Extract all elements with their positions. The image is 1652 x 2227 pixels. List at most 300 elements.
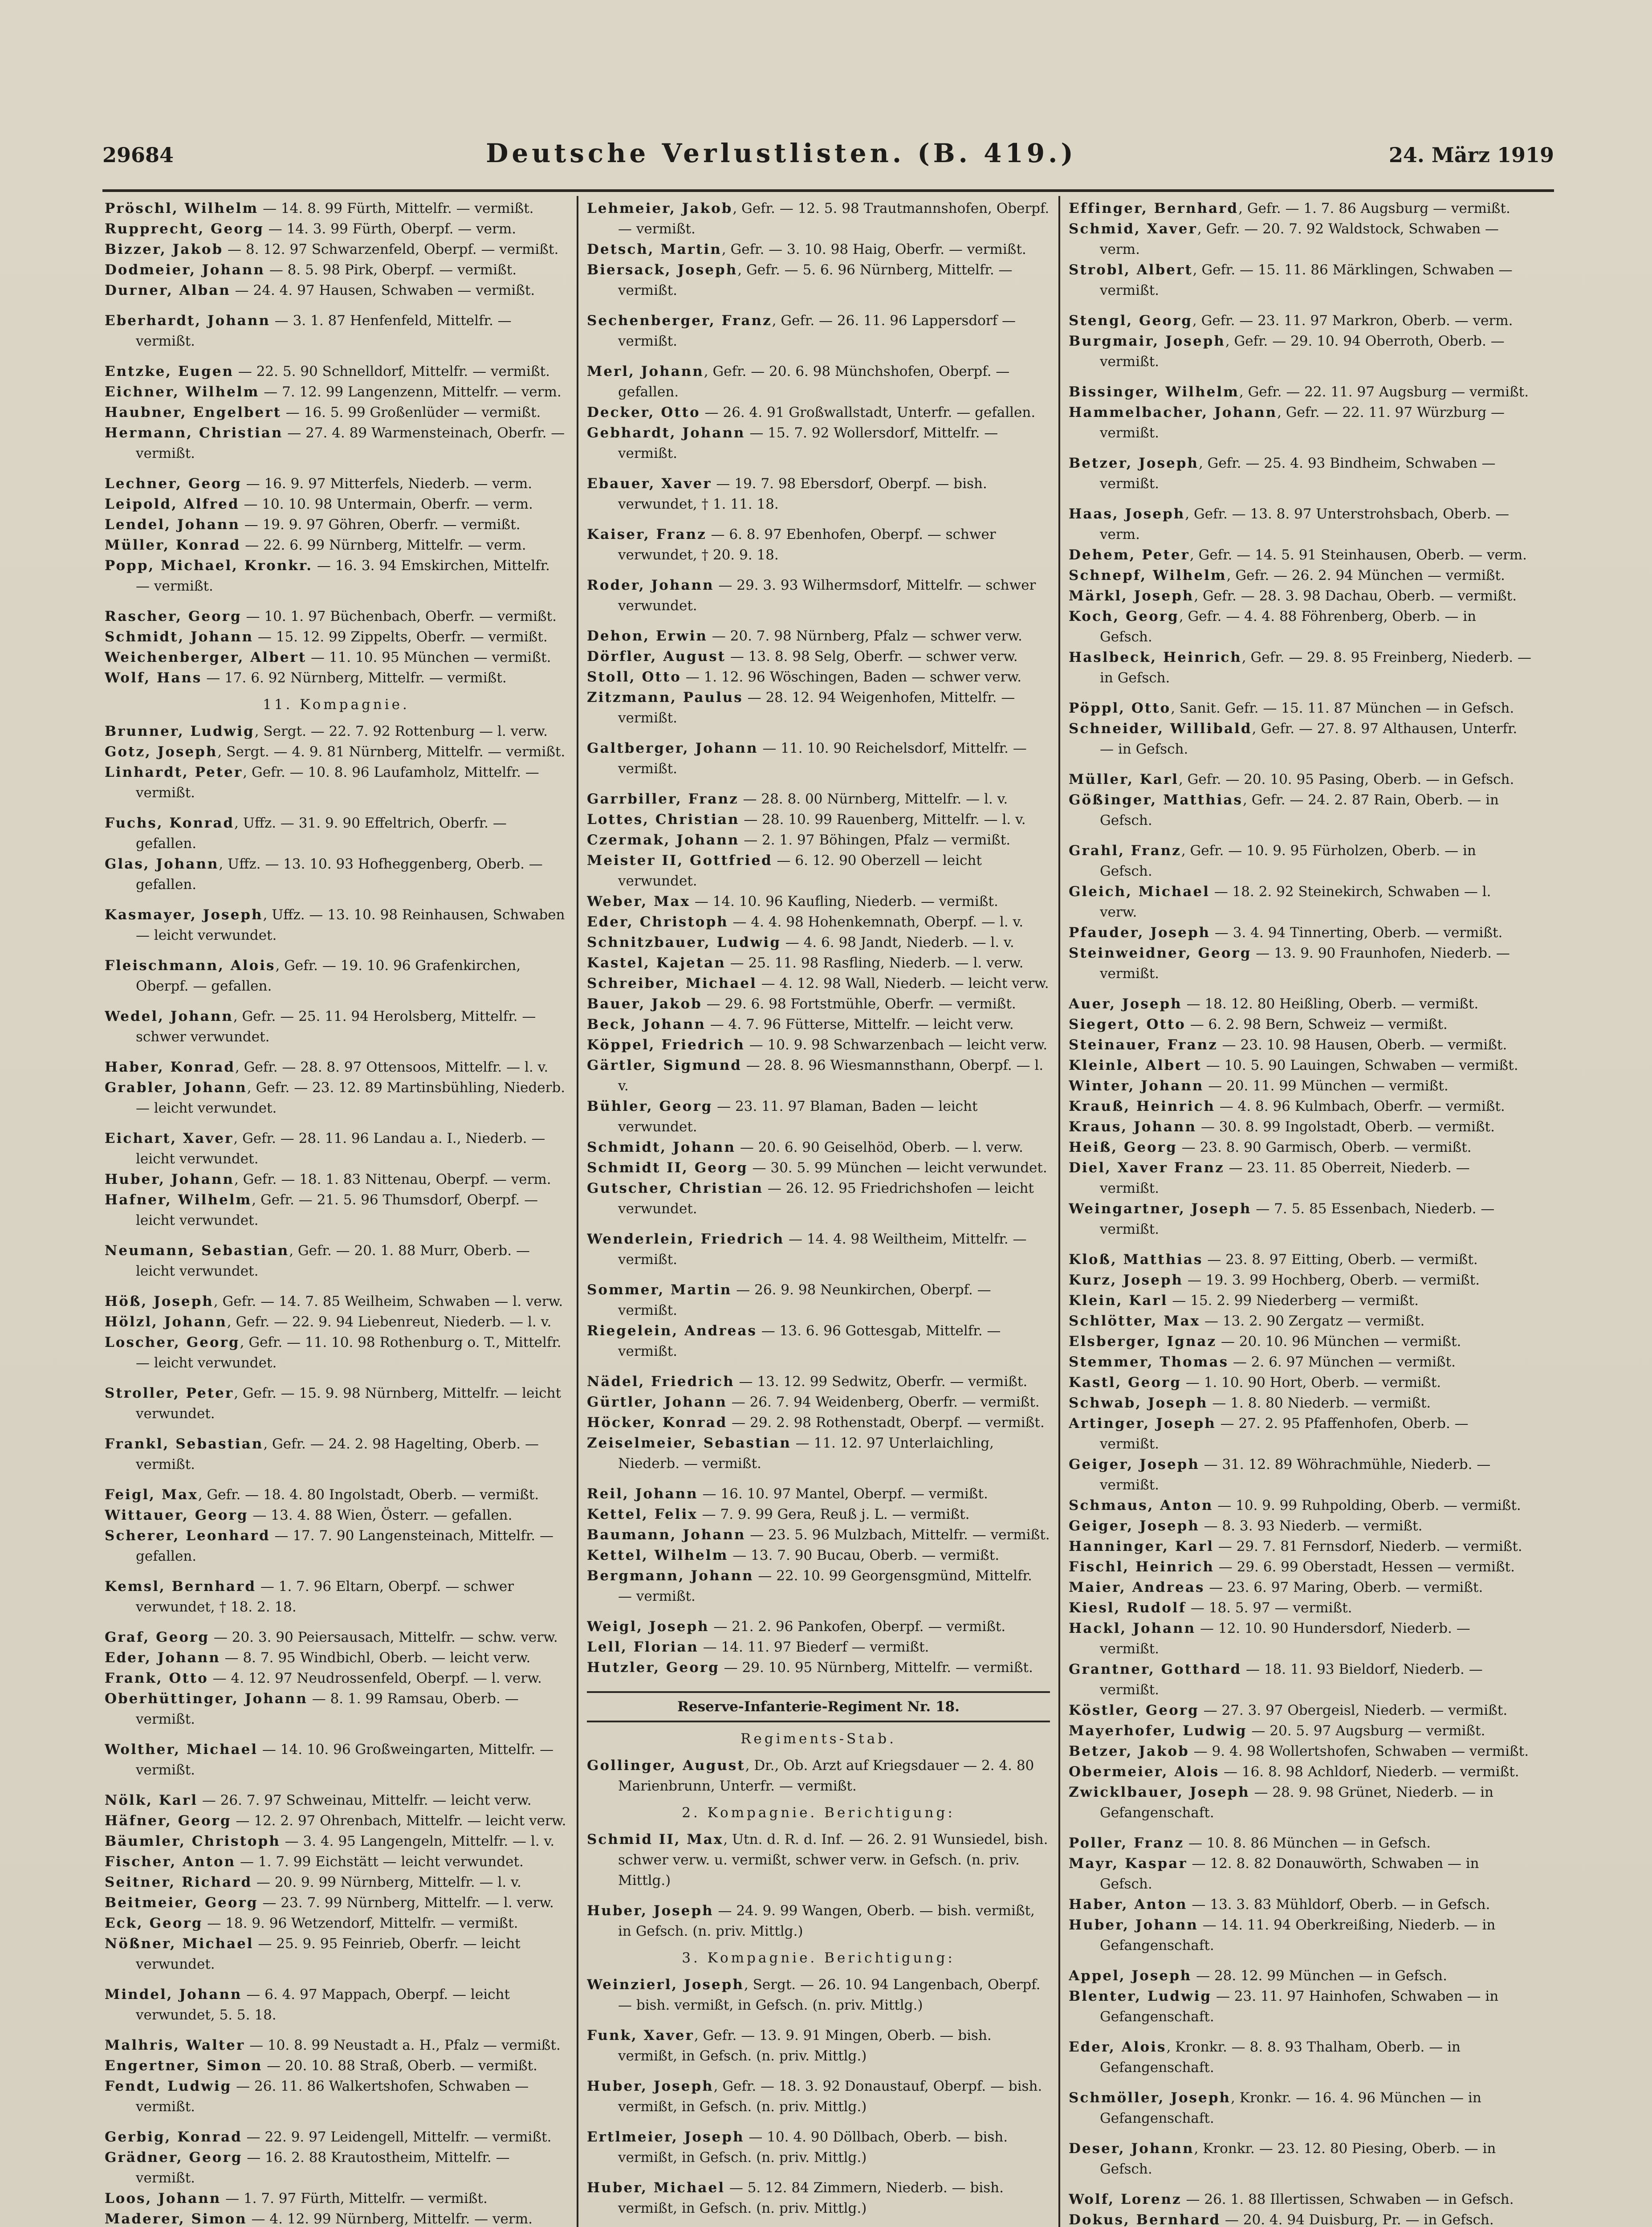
casualty-details: — 10. 1. 97 Büchenbach, Oberfr. — vermißt.: [241, 608, 557, 624]
casualty-details: — 24. 4. 97 Hausen, Schwaben — vermißt.: [230, 282, 535, 298]
casualty-name: Appel, Joseph: [1069, 1968, 1192, 1984]
casualty-name: Müller, Konrad: [105, 537, 241, 553]
casualty-details: , Gefr. — 10. 9. 95 Fürholzen, Oberb. — in Gefsch.: [1100, 843, 1476, 879]
casualty-details: — 1. 8. 80 Niederb. — vermißt.: [1208, 1395, 1431, 1411]
casualty-details: — 22. 5. 90 Schnelldorf, Mittelfr. — vermißt.: [233, 363, 550, 379]
casualty-entry: [1069, 1762, 1532, 1782]
casualty-name: Huber, Joseph: [587, 1903, 714, 1919]
casualty-entry: [1069, 453, 1532, 494]
casualty-name: Dokus, Bernhard: [1069, 2212, 1221, 2227]
casualty-details: — 12. 8. 82 Donauwörth, Schwaben — in Gefsch.: [1100, 1856, 1479, 1892]
section-heading: 11. Kompagnie.: [263, 697, 410, 713]
casualty-name: Beck, Johann: [587, 1016, 706, 1032]
casualty-details: , Gefr. — 28. 3. 98 Dachau, Oberb. — vermißt.: [1194, 588, 1517, 604]
casualty-entry: [587, 260, 1050, 301]
casualty-name: Loscher, Georg: [105, 1334, 240, 1350]
casualty-entry: [587, 687, 1050, 728]
casualty-name: Winter, Johann: [1069, 1078, 1204, 1094]
casualty-name: Garrbiller, Franz: [587, 791, 739, 807]
casualty-details: , Gefr. — 24. 2. 87 Rain, Oberb. — in Gefsch.: [1100, 792, 1499, 828]
casualty-details: , Gefr. — 28. 8. 97 Ottensoos, Mittelfr. — l. v.: [235, 1059, 549, 1075]
casualty-details: — 26. 9. 98 Neunkirchen, Oberpf. — vermißt.: [618, 1282, 991, 1318]
casualty-name: Grahl, Franz: [1069, 843, 1181, 859]
casualty-details: — 8. 7. 95 Windbichl, Oberb. — leicht verw.: [220, 1650, 531, 1666]
casualty-entry: [105, 1831, 568, 1852]
casualty-entry: [587, 1158, 1050, 1178]
casualty-details: — 4. 7. 96 Fütterse, Mittelfr. — leicht verw.: [705, 1016, 1014, 1032]
casualty-name: Steinauer, Franz: [1069, 1037, 1218, 1053]
casualty-name: Krauß, Heinrich: [1069, 1098, 1215, 1114]
casualty-details: — 29. 6. 98 Fortstmühle, Oberfr. — vermißt.: [702, 996, 1016, 1012]
casualty-details: — 29. 2. 98 Rothenstadt, Oberpf. — vermißt.: [727, 1415, 1045, 1431]
casualty-name: Lendel, Johann: [105, 517, 240, 533]
casualty-name: Frankl, Sebastian: [105, 1436, 264, 1452]
casualty-entry: [105, 1648, 568, 1668]
casualty-details: , Gefr. — 26. 2. 94 München — vermißt.: [1226, 567, 1505, 583]
casualty-name: Höß, Joseph: [105, 1293, 214, 1309]
casualty-details: — 17. 7. 90 Langensteinach, Mittelfr. — gefallen.: [136, 1528, 553, 1564]
casualty-entry: [105, 647, 568, 668]
casualty-details: , Sergt. — 22. 7. 92 Rottenburg — l. verw.: [254, 723, 548, 739]
casualty-entry: [105, 627, 568, 647]
casualty-name: Schlötter, Max: [1069, 1313, 1200, 1329]
casualty-entry: [587, 1545, 1050, 1566]
casualty-name: Wedel, Johann: [105, 1008, 233, 1024]
casualty-name: Geiger, Joseph: [1069, 1456, 1200, 1472]
casualty-name: Popp, Michael, Kronkr.: [105, 558, 313, 574]
casualty-details: — 1. 7. 99 Eichstätt — leicht verwundet.: [236, 1854, 524, 1870]
casualty-entry: [1069, 2210, 1532, 2227]
casualty-name: Weinzierl, Joseph: [587, 1977, 744, 1993]
casualty-name: Leipold, Alfred: [105, 496, 240, 512]
casualty-details: — 10. 5. 90 Lauingen, Schwaben — vermißt.: [1201, 1057, 1518, 1073]
casualty-name: Meister II, Gottfried: [587, 852, 773, 869]
casualty-entry: [105, 423, 568, 464]
casualty-details: — 26. 7. 94 Weidenberg, Oberfr. — vermißt.: [727, 1394, 1040, 1410]
casualty-name: Gutscher, Christian: [587, 1180, 764, 1196]
casualty-details: — 28. 12. 94 Weigenhofen, Mittelfr. — vermißt.: [618, 689, 1015, 726]
casualty-details: , Kronkr. — 23. 12. 80 Piesing, Oberb. — in Gefsch.: [1100, 2141, 1496, 2177]
casualty-entry: [105, 239, 568, 260]
regiment-heading: Reserve-Infanterie-Regiment Nr. 18.: [587, 1691, 1050, 1722]
casualty-details: — 20. 7. 98 Nürnberg, Pfalz — schwer verw.: [707, 628, 1022, 644]
casualty-details: , Sanit. Gefr. — 15. 11. 87 München — in Gefsch.: [1171, 700, 1514, 716]
casualty-entry: [587, 1755, 1050, 1796]
casualty-name: Huber, Johann: [1069, 1917, 1198, 1933]
casualty-entry: [105, 198, 568, 219]
casualty-entry: [1069, 331, 1532, 372]
casualty-name: Czermak, Johann: [587, 832, 740, 848]
casualty-entry: [1069, 1782, 1532, 1823]
casualty-entry: [1069, 840, 1532, 881]
casualty-entry: [105, 1811, 568, 1831]
casualty-name: Haber, Anton: [1069, 1897, 1188, 1913]
casualty-name: Hafner, Wilhelm: [105, 1192, 252, 1208]
casualty-details: , Gefr. — 20. 7. 92 Waldstock, Schwaben — verm.: [1100, 221, 1499, 257]
casualty-name: Dehem, Peter: [1069, 547, 1190, 563]
casualty-entry: [105, 1689, 568, 1729]
casualty-entry: [587, 1280, 1050, 1321]
casualty-details: — 7. 5. 85 Essenbach, Niederb. — vermißt.: [1100, 1201, 1495, 1237]
casualty-entry: [105, 1668, 568, 1689]
casualty-details: — 16. 10. 97 Mantel, Oberpf. — vermißt.: [698, 1486, 988, 1502]
casualty-details: , Gefr. — 11. 10. 98 Rothenburg o. T., Mittelfr. — leicht verwundet.: [136, 1334, 562, 1371]
casualty-entry: [587, 1392, 1050, 1412]
casualty-entry: [1069, 2037, 1532, 2078]
casualty-details: — 20. 11. 99 München — vermißt.: [1204, 1078, 1449, 1094]
casualty-details: , Gefr. — 29. 8. 95 Freinberg, Niederb. — in Gefsch.: [1100, 649, 1532, 686]
casualty-name: Dehon, Erwin: [587, 628, 708, 644]
casualty-entry: [587, 198, 1050, 239]
casualty-entry: [1069, 1311, 1532, 1331]
casualty-name: Neumann, Sebastian: [105, 1243, 289, 1259]
casualty-details: — 11. 12. 97 Unterlaichling, Niederb. — vermißt.: [618, 1435, 994, 1472]
casualty-entry: [105, 742, 568, 762]
casualty-entry: [1069, 1249, 1532, 1270]
casualty-name: Schmid II, Max: [587, 1831, 724, 1848]
casualty-entry: [587, 524, 1050, 565]
casualty-name: Haber, Konrad: [105, 1059, 236, 1075]
casualty-name: Baumann, Johann: [587, 1527, 746, 1543]
casualty-name: Lottes, Christian: [587, 812, 740, 828]
casualty-details: — 8. 3. 93 Niederb. — vermißt.: [1199, 1518, 1423, 1534]
casualty-name: Maderer, Simon: [105, 2211, 247, 2227]
casualty-entry: [587, 646, 1050, 667]
casualty-entry: [105, 2127, 568, 2147]
casualty-entry: [105, 219, 568, 239]
casualty-entry: [587, 1525, 1050, 1545]
casualty-name: Poller, Franz: [1069, 1835, 1184, 1851]
casualty-name: Frank, Otto: [105, 1670, 208, 1686]
casualty-details: — 27. 3. 97 Obergeisl, Niederb. — vermißt.: [1199, 1702, 1508, 1718]
casualty-entry: [105, 1190, 568, 1231]
casualty-name: Weber, Max: [587, 893, 690, 910]
casualty-details: — 3. 4. 94 Tinnerting, Oberb. — vermißt.: [1210, 925, 1503, 941]
section-heading: Regiments-Stab.: [741, 1731, 896, 1747]
casualty-entry: [587, 1371, 1050, 1392]
casualty-entry: [1069, 1659, 1532, 1700]
casualty-details: , Gefr. — 1. 7. 86 Augsburg — vermißt.: [1238, 200, 1510, 216]
casualty-details: , Gefr. — 22. 9. 94 Liebenreut, Niederb. — l. v.: [227, 1314, 552, 1330]
casualty-entry: [105, 1984, 568, 2025]
casualty-name: Ebauer, Xaver: [587, 476, 712, 492]
casualty-details: — 9. 4. 98 Wollertshofen, Schwaben — vermißt.: [1189, 1743, 1529, 1759]
casualty-entry: [1069, 1290, 1532, 1311]
casualty-name: Weingartner, Joseph: [1069, 1201, 1252, 1217]
column-divider: [577, 196, 578, 2227]
casualty-name: Bäumler, Christoph: [105, 1833, 281, 1849]
casualty-details: — 19. 9. 97 Göhren, Oberfr. — vermißt.: [240, 517, 521, 533]
casualty-details: — 8. 5. 98 Pirk, Oberpf. — vermißt.: [264, 262, 517, 278]
casualty-entry: [105, 382, 568, 402]
casualty-entry: [1069, 1096, 1532, 1117]
casualty-entry: [587, 402, 1050, 423]
casualty-name: Decker, Otto: [587, 404, 700, 420]
casualty-name: Klein, Karl: [1069, 1293, 1168, 1309]
casualty-details: — 22. 10. 99 Georgensgmünd, Mittelfr. — vermißt.: [618, 1568, 1032, 1604]
casualty-name: Merl, Johann: [587, 363, 704, 379]
casualty-details: — 6. 2. 98 Bern, Schweiz — vermißt.: [1185, 1016, 1448, 1032]
casualty-details: , Gefr. — 15. 11. 86 Märklingen, Schwaben — vermißt.: [1100, 262, 1513, 298]
casualty-name: Reil, Johann: [587, 1486, 698, 1502]
casualty-entry: [105, 361, 568, 382]
casualty-details: , Gefr. — 28. 11. 96 Landau a. I., Niederb. — leicht verwundet.: [136, 1130, 545, 1167]
casualty-name: Artinger, Joseph: [1069, 1415, 1216, 1432]
casualty-name: Dörfler, August: [587, 649, 726, 665]
casualty-name: Linhardt, Peter: [105, 764, 243, 780]
casualty-name: Effinger, Bernhard: [1069, 200, 1239, 216]
casualty-name: Schwab, Joseph: [1069, 1395, 1208, 1411]
casualty-details: — 5. 12. 84 Zimmern, Niederb. — bish. vermißt, in Gefsch. (n. priv. Mittlg.): [618, 2180, 1004, 2216]
casualty-entry: [587, 850, 1050, 891]
casualty-details: , Gefr. — 15. 9. 98 Nürnberg, Mittelfr. — leicht verwundet.: [136, 1385, 562, 1422]
casualty-entry: [587, 809, 1050, 830]
casualty-details: — 1. 12. 96 Wöschingen, Baden — schwer verw.: [681, 669, 1022, 685]
casualty-details: — 3. 1. 87 Henfenfeld, Mittelfr. — vermißt.: [136, 313, 512, 349]
casualty-entry: [1069, 1894, 1532, 1915]
casualty-name: Kettel, Felix: [587, 1506, 698, 1522]
casualty-name: Gleich, Michael: [1069, 884, 1210, 900]
casualty-entry: [105, 1128, 568, 1169]
casualty-entry: [1069, 2088, 1532, 2129]
casualty-details: — 28. 9. 98 Grünet, Niederb. — in Gefangenschaft.: [1100, 1784, 1493, 1821]
casualty-name: Kraus, Johann: [1069, 1119, 1196, 1135]
casualty-entry: [105, 2056, 568, 2076]
casualty-name: Stemmer, Thomas: [1069, 1354, 1229, 1370]
casualty-entry: [587, 1657, 1050, 1678]
casualty-name: Detsch, Martin: [587, 241, 722, 257]
casualty-entry: [587, 1137, 1050, 1158]
casualty-name: Rupprecht, Georg: [105, 221, 264, 237]
casualty-details: — 12. 2. 97 Ohrenbach, Mittelfr. — leicht verw.: [231, 1813, 566, 1829]
casualty-entry: [587, 1433, 1050, 1474]
casualty-name: Lechner, Georg: [105, 476, 242, 492]
casualty-entry: [105, 762, 568, 803]
casualty-entry: [1069, 1986, 1532, 2027]
casualty-details: , Gefr. — 23. 11. 97 Markron, Oberb. — verm.: [1192, 313, 1513, 329]
casualty-name: Weigl, Joseph: [587, 1619, 709, 1635]
casualty-entry: [1069, 1331, 1532, 1352]
casualty-details: , Gefr. — 21. 5. 96 Thumsdorf, Oberpf. — leicht verwundet.: [136, 1192, 538, 1228]
section-heading: 3. Kompagnie. Berichtigung:: [682, 1950, 955, 1966]
casualty-name: Mayerhofer, Ludwig: [1069, 1723, 1247, 1739]
casualty-name: Gotz, Joseph: [105, 744, 218, 760]
casualty-name: Sechenberger, Franz: [587, 313, 772, 329]
casualty-details: — 28. 12. 99 München — in Gefsch.: [1192, 1968, 1447, 1984]
casualty-name: Kettel, Wilhelm: [587, 1547, 728, 1563]
casualty-name: Huber, Michael: [587, 2180, 725, 2196]
casualty-name: Bissinger, Wilhelm: [1069, 384, 1239, 400]
casualty-name: Schnitzbauer, Ludwig: [587, 934, 781, 950]
casualty-details: , Gefr. — 5. 6. 96 Nürnberg, Mittelfr. — vermißt.: [618, 262, 1013, 298]
casualty-details: — 23. 8. 90 Garmisch, Oberb. — vermißt.: [1177, 1139, 1472, 1155]
casualty-name: Pfauder, Joseph: [1069, 925, 1211, 941]
casualty-entry: [1069, 504, 1532, 545]
casualty-entry: [1069, 1966, 1532, 1986]
casualty-name: Bizzer, Jakob: [105, 241, 224, 257]
header-rule: [102, 189, 1554, 192]
casualty-details: — 23. 10. 98 Hausen, Oberb. — vermißt.: [1217, 1037, 1507, 1053]
casualty-details: — 10. 4. 90 Döllbach, Oberb. — bish. vermißt, in Gefsch. (n. priv. Mittlg.): [618, 2129, 1008, 2166]
casualty-details: — 10. 8. 86 München — in Gefsch.: [1184, 1835, 1431, 1851]
casualty-details: — 15. 2. 99 Niederberg — vermißt.: [1168, 1293, 1419, 1309]
casualty-name: Schmid, Xaver: [1069, 221, 1197, 237]
casualty-name: Geiger, Joseph: [1069, 1518, 1200, 1534]
casualty-details: — 14. 10. 96 Kaufling, Niederb. — vermißt.: [690, 893, 998, 910]
casualty-entry: [587, 1901, 1050, 1941]
casualty-entry: [105, 1169, 568, 1190]
casualty-entry: [1069, 545, 1532, 565]
casualty-name: Galtberger, Johann: [587, 740, 758, 756]
casualty-details: — 26. 11. 86 Walkertshofen, Schwaben — vermißt.: [136, 2078, 529, 2115]
casualty-name: Haubner, Engelbert: [105, 404, 281, 420]
casualty-details: — 27. 2. 95 Pfaffenhofen, Oberb. — vermißt.: [1100, 1415, 1469, 1452]
casualty-entry: [1069, 260, 1532, 301]
casualty-entry: [1069, 790, 1532, 831]
casualty-entry: [1069, 1516, 1532, 1536]
casualty-entry: [1069, 2138, 1532, 2179]
casualty-details: , Kronkr. — 16. 4. 96 München — in Gefangenschaft.: [1100, 2090, 1481, 2126]
casualty-name: Kastel, Kajetan: [587, 955, 726, 971]
casualty-name: Weichenberger, Albert: [105, 649, 307, 665]
casualty-name: Seitner, Richard: [105, 1874, 252, 1890]
casualty-details: — 8. 1. 99 Ramsau, Oberb. — vermißt.: [136, 1691, 519, 1727]
casualty-entry: [587, 932, 1050, 953]
casualty-entry: [587, 1616, 1050, 1637]
casualty-entry: [1069, 198, 1532, 219]
casualty-details: , Sergt. — 26. 10. 94 Langenbach, Oberpf. — bish. vermißt, in Gefsch. (n. priv. Mittlg.): [618, 1977, 1041, 2013]
casualty-entry: [1069, 606, 1532, 647]
casualty-name: Höcker, Konrad: [587, 1415, 728, 1431]
casualty-details: — 10. 9. 98 Schwarzenbach — leicht verw.: [745, 1037, 1048, 1053]
casualty-details: , Gefr. — 25. 4. 93 Bindheim, Schwaben — vermißt.: [1100, 455, 1496, 492]
casualty-details: — 2. 6. 97 München — vermißt.: [1229, 1354, 1456, 1370]
casualty-entry: [105, 2188, 568, 2209]
casualty-details: , Gefr. — 14. 5. 91 Steinhausen, Oberb. — verm.: [1189, 547, 1527, 563]
casualty-details: — 24. 9. 99 Wangen, Oberb. — bish. vermißt, in Gefsch. (n. priv. Mittlg.): [618, 1903, 1035, 1939]
casualty-name: Zitzmann, Paulus: [587, 689, 743, 706]
casualty-details: — 16. 2. 88 Krautostheim, Mittelfr. — vermißt.: [136, 2150, 510, 2186]
column-3: [1069, 198, 1532, 2227]
casualty-name: Scherer, Leonhard: [105, 1528, 270, 1544]
casualty-details: , Gefr. — 22. 11. 97 Augsburg — vermißt.: [1239, 384, 1529, 400]
casualty-details: — 23. 5. 96 Mulzbach, Mittelfr. — vermißt.: [745, 1527, 1050, 1543]
casualty-name: Hermann, Christian: [105, 425, 283, 441]
casualty-details: — 18. 2. 92 Steinekirch, Schwaben — l. verw.: [1100, 884, 1491, 920]
casualty-entry: [105, 1434, 568, 1475]
casualty-name: Haslbeck, Heinrich: [1069, 649, 1242, 665]
casualty-entry: [105, 260, 568, 280]
casualty-details: , Gefr. — 13. 9. 91 Mingen, Oberb. — bish. vermißt, in Gefsch. (n. priv. Mittlg.): [618, 2027, 992, 2064]
casualty-name: Grantner, Gotthard: [1069, 1661, 1242, 1677]
casualty-entry: [1069, 1495, 1532, 1516]
casualty-entry: [105, 1057, 568, 1077]
casualty-details: — 23. 6. 97 Maring, Oberb. — vermißt.: [1204, 1579, 1483, 1595]
casualty-entry: [105, 905, 568, 946]
casualty-entry: [105, 955, 568, 996]
casualty-entry: [1069, 943, 1532, 984]
casualty-name: Deser, Johann: [1069, 2141, 1194, 2157]
casualty-entry: [105, 1383, 568, 1424]
casualty-entry: [105, 535, 568, 555]
column-divider: [1058, 196, 1060, 2227]
casualty-details: — 20. 10. 96 München — vermißt.: [1217, 1334, 1461, 1350]
casualty-details: — 19. 3. 99 Hochberg, Oberb. — vermißt.: [1183, 1272, 1480, 1288]
casualty-name: Kasmayer, Joseph: [105, 907, 263, 923]
casualty-entry: [1069, 1833, 1532, 1853]
casualty-entry: [105, 1790, 568, 1811]
casualty-name: Huber, Joseph: [587, 2078, 714, 2094]
section-heading: 2. Kompagnie. Berichtigung:: [682, 1805, 955, 1821]
casualty-name: Kastl, Georg: [1069, 1375, 1182, 1391]
casualty-entry: [1069, 402, 1532, 443]
casualty-entry: [587, 1035, 1050, 1055]
casualty-details: , Gefr. — 22. 11. 97 Würzburg — vermißt.: [1100, 404, 1505, 441]
casualty-entry: [1069, 1598, 1532, 1618]
casualty-details: — 20. 3. 90 Peiersausach, Mittelfr. — schw. verw.: [209, 1629, 558, 1645]
casualty-entry: [1069, 1413, 1532, 1454]
casualty-name: Diel, Xaver Franz: [1069, 1160, 1225, 1176]
casualty-name: Hackl, Johann: [1069, 1620, 1196, 1636]
casualty-entry: [587, 1637, 1050, 1657]
casualty-details: , Uffz. — 13. 10. 93 Hofheggenberg, Oberb. — gefallen.: [136, 856, 543, 893]
casualty-entry: [587, 1829, 1050, 1891]
casualty-details: — 2. 1. 97 Böhingen, Pfalz — vermißt.: [739, 832, 1011, 848]
casualty-details: — 4. 12. 97 Neudrossenfeld, Oberpf. — l. verw.: [208, 1670, 542, 1686]
casualty-name: Wittauer, Georg: [105, 1507, 248, 1523]
casualty-entry: [105, 2209, 568, 2227]
casualty-name: Strobl, Albert: [1069, 262, 1193, 278]
casualty-name: Beitmeier, Georg: [105, 1895, 258, 1911]
column-1: [105, 198, 568, 2227]
casualty-entry: [105, 1485, 568, 1505]
casualty-entry: [105, 1913, 568, 1933]
casualty-entry: [105, 1893, 568, 1913]
casualty-details: , Gefr. — 23. 12. 89 Martinsbühling, Niederb. — leicht verwundet.: [136, 1080, 566, 1116]
casualty-details: — 30. 5. 99 München — leicht verwundet.: [748, 1160, 1047, 1176]
casualty-details: — 26. 12. 95 Friedrichshofen — leicht verwundet.: [618, 1180, 1034, 1217]
casualty-entry: [587, 1096, 1050, 1137]
casualty-details: — 14. 3. 99 Fürth, Oberpf. — verm.: [264, 221, 517, 237]
casualty-details: — 29. 6. 99 Oberstadt, Hessen — vermißt.: [1214, 1559, 1515, 1575]
casualty-name: Fischl, Heinrich: [1069, 1559, 1214, 1575]
casualty-details: — 19. 7. 98 Ebersdorf, Oberpf. — bish. verwundet, † 1. 11. 18.: [618, 476, 987, 512]
casualty-entry: [105, 2035, 568, 2056]
casualty-entry: [1069, 586, 1532, 606]
casualty-name: Eder, Johann: [105, 1650, 220, 1666]
casualty-entry: [587, 239, 1050, 260]
casualty-details: — 28. 8. 00 Nürnberg, Mittelfr. — l. v.: [738, 791, 1008, 807]
casualty-entry: [1069, 219, 1532, 260]
casualty-entry: [587, 1566, 1050, 1607]
casualty-entry: [105, 1525, 568, 1566]
casualty-details: — 4. 12. 99 Nürnberg, Mittelfr. — verm.: [247, 2211, 533, 2227]
casualty-details: , Gefr. — 3. 10. 98 Haig, Oberfr. — vermißt.: [721, 241, 1026, 257]
casualty-name: Fischer, Anton: [105, 1854, 236, 1870]
casualty-details: , Dr., Ob. Arzt auf Kriegsdauer — 2. 4. 80 Marienbrunn, Unterfr. — vermißt.: [618, 1758, 1034, 1794]
casualty-details: , Utn. d. R. d. Inf. — 26. 2. 91 Wunsiedel, bish. schwer verw. u. vermißt, schwer verw. in Gefsch. (n. priv. Mittlg.): [618, 1831, 1048, 1888]
casualty-details: — 23. 7. 99 Nürnberg, Mittelfr. — l. verw.: [258, 1895, 554, 1911]
casualty-name: Schmaus, Anton: [1069, 1497, 1213, 1513]
casualty-details: — 16. 8. 98 Achldorf, Niederb. — vermißt.: [1219, 1764, 1519, 1780]
casualty-entry: [1069, 1014, 1532, 1035]
casualty-name: Wolf, Lorenz: [1069, 2191, 1182, 2207]
casualty-entry: [1069, 1700, 1532, 1721]
casualty-name: Gebhardt, Johann: [587, 425, 745, 441]
casualty-name: Kiesl, Rudolf: [1069, 1600, 1187, 1616]
casualty-entry: [105, 1332, 568, 1373]
casualty-name: Schmidt, Johann: [587, 1139, 736, 1155]
